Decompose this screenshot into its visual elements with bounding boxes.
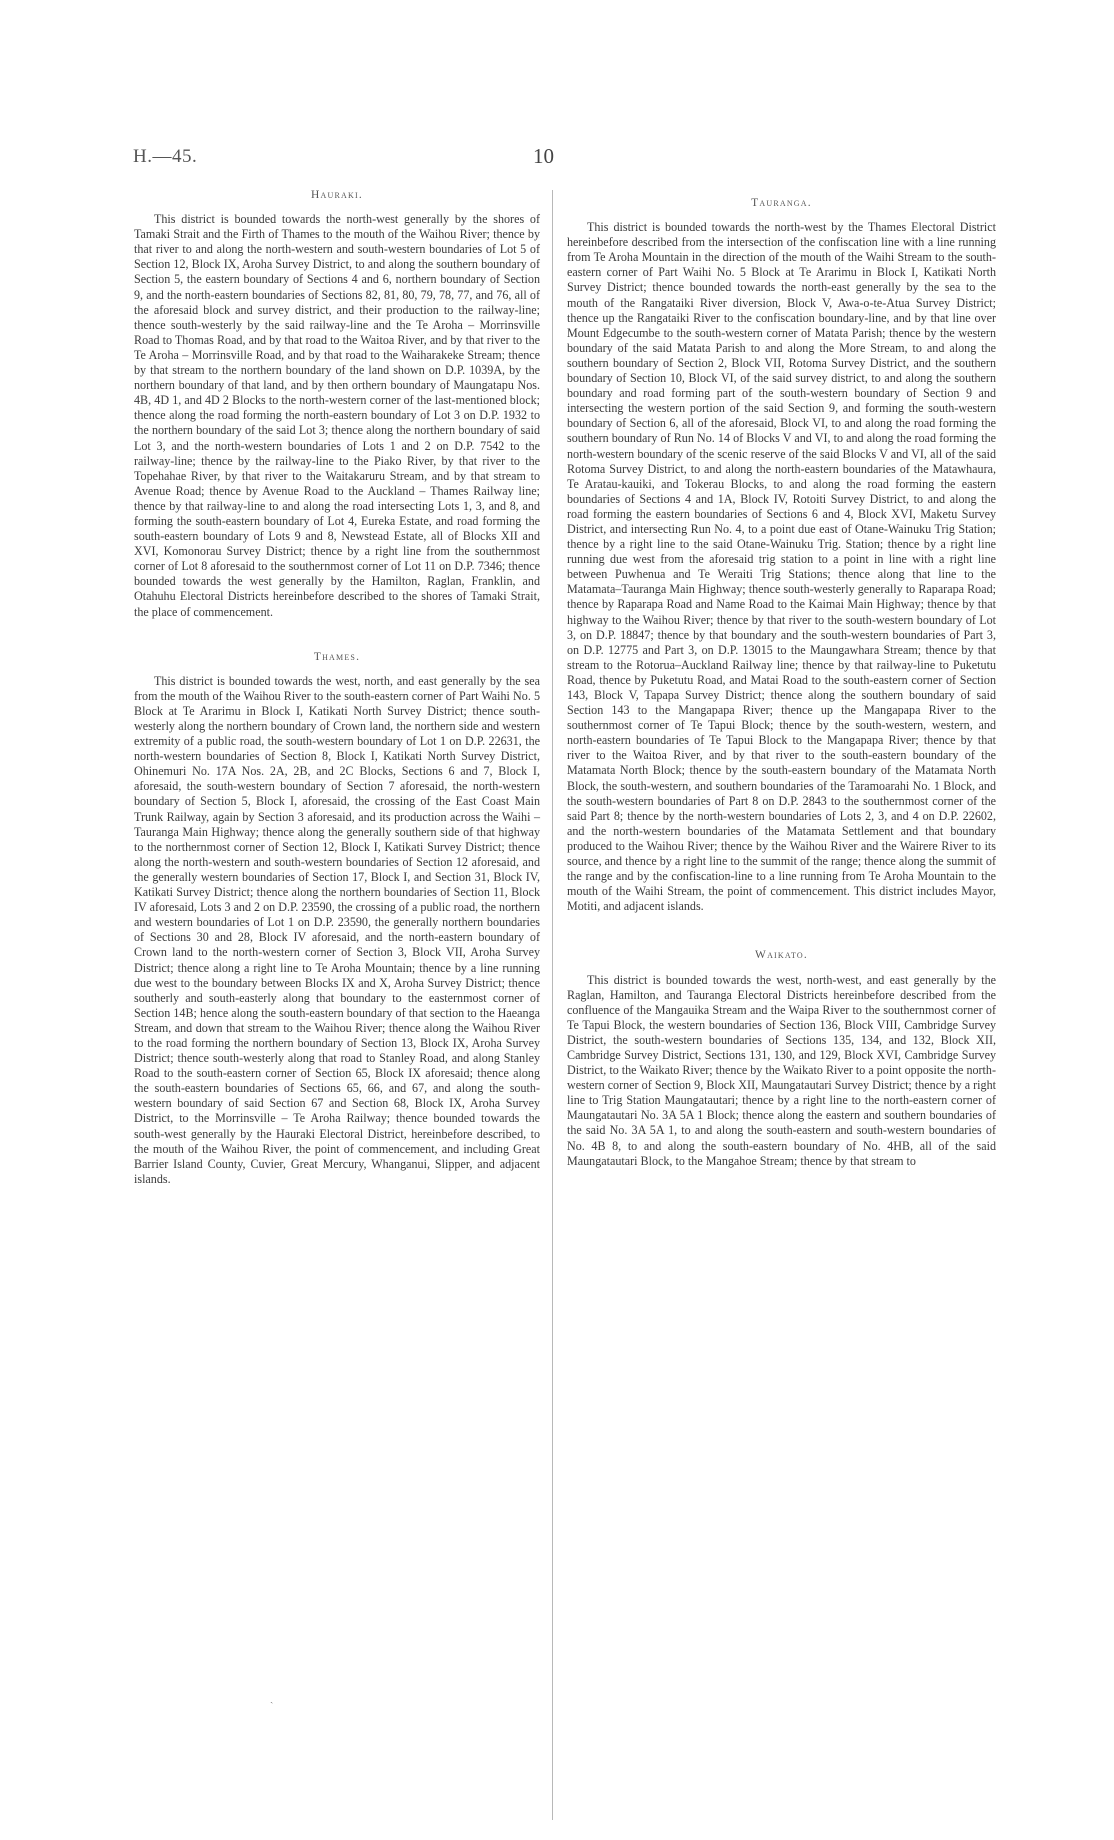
section-spacer xyxy=(134,620,540,650)
section-heading-hauraki: Hauraki. xyxy=(311,189,363,201)
section-heading-tauranga: Tauranga. xyxy=(751,197,812,209)
section-text-waikato: This district is bounded towards the west, north-west, and east generally by the Raglan, Hamilton, and Tauranga Electoral Districts hereinbefore described from the confluence of the Mangauika Stream and the Waipa River to the southernmost corner of Te Tapui Block, the western boundaries of Section 136, Block VIII, Cambridge Survey District, the south-western boundaries of Sections 135, 134, and 132, Block XII, Cambridge Survey District, Sections 131, 130, and 129, Block XVI, Cambridge Survey District, to the Waikato River; thence by the Waikato River to a point opposite the north-western corner of Section 9, Block XII, Maungatautari Survey District; thence by a right line to Trig Station Maungatautari; thence by a right line to the north-eastern corner of Maungatautari No. 3A 5A 1 Block; thence along the eastern and southern boundaries of the said No. 3A 5A 1, to and along the south-eastern and south-western boundaries of No. 4B 8, to and along the south-eastern boundary of No. 4HB, all of the said Maungatautari Block, to the Mangahoe Stream; thence by that stream to xyxy=(567,972,996,1168)
section-hauraki xyxy=(134,188,540,620)
section-thames xyxy=(134,650,540,1187)
print-speck: ˎ xyxy=(270,1693,274,1704)
section-spacer xyxy=(567,914,996,948)
section-heading-thames: Thames. xyxy=(313,650,361,663)
page-reference: H.—45. xyxy=(133,146,198,167)
right-column xyxy=(567,196,996,1169)
section-tauranga xyxy=(567,196,996,914)
section-text-thames: This district is bounded towards the west, north, and east generally by the sea from the mouth of the Waihou River to the south-eastern corner of Part Waihi No. 5 Block at Te Ararimu in Block I, Katikati North Survey District; thence south-westerly along the northern boundary of Crown land, the northern side and western extremity of a public road, the south-western boundary of Lot 1 on D.P. 22631, the north-western boundaries of Section 8, Block I, Katikati North Survey District, Ohinemuri No. 17A Nos. 2A, 2B, and 2C Blocks, Sections 6 and 7, Block I, aforesaid, the south-western boundary of Section 7 aforesaid, the north-western boundary of Section 5, Block I, aforesaid, the crossing of the East Coast Main Trunk Railway, again by Section 3 aforesaid, and its production across the Waihi – Tauranga Main Highway; thence along the generally southern side of that highway to the northernmost corner of Section 12, Block I, Katikati Survey District; thence along the north-western and south-western boundaries of Section 12 aforesaid, and the generally western boundaries of Section 17, Block I, and Section 31, Block IV, Katikati Survey District; thence along the northern boundaries of Section 11, Block IV aforesaid, Lots 3 and 2 on D.P. 23590, the crossing of a public road, the northern and western boundaries of Lot 1 on D.P. 23590, the generally northern boundaries of Sections 30 and 28, Block IV aforesaid, and the north-eastern boundary of Crown land to the north-western corner of Section 3, Block VII, Aroha Survey District; thence along a right line to Te Aroha Mountain; thence by a line running due west to the boundary between Blocks IX and X, Aroha Survey District; thence southerly and south-easterly along that boundary to the easternmost corner of Section 14B; hence along the south-eastern boundary of that section to the Haeanga Stream, and down that stream to the Waihou River; thence along the Waihou River to the road forming the northern boundary of Section 13, Block IX, Aroha Survey District; thence south-westerly along that road to Stanley Road, and along Stanley Road to the south-eastern corner of Section 65, Block IX aforesaid; thence along the south-eastern boundaries of Sections 65, 66, and 67, and along the south-western boundary of said Section 67 and Section 68, Block IX, Aroha Survey District, to the Morrinsville – Te Aroha Railway; thence bounded towards the south-west generally by the Hauraki Electoral District, hereinbefore described, to the mouth of the Waihou River, the point of commencement, and including Great Barrier Island County, Cuvier, Great Mercury, Whanganui, Slipper, and adjacent islands. xyxy=(134,673,540,1186)
section-heading-waikato: Waikato. xyxy=(755,949,808,962)
page-number: 10 xyxy=(533,144,554,168)
section-text-hauraki: This district is bounded towards the north-west generally by the shores of Tamaki Strait and the Firth of Thames to the mouth of the Waihou River; thence by that river to and along the north-western and south-western boundaries of Lot 5 of Section 12, Block IX, Aroha Survey District, to and along the southern boundary of Section 5, the eastern boundary of Sections 4 and 6, northern boundary of Section 9, and the north-eastern boundaries of Sections 82, 81, 80, 79, 78, 77, and 76, all of the aforesaid block and survey district, and their production to the railway-line; thence south-westerly by the said railway-line and the Te Aroha – Morrinsville Road to Thomas Road, and by that road to the Waitoa River, and by that river to the Te Aroha – Morrinsville Road, and by that road to the Waiharakeke Stream; thence by that stream to the northern boundary of the land shown on D.P. 1039A, by the northern boundary of that land, and by then orthern boundary of Maungatapu Nos. 4B, 4D 1, and 4D 2 Blocks to the north-western corner of the last-mentioned block; thence along the road forming the north-eastern boundary of Lot 3 on D.P. 1932 to the northern boundary of the said Lot 3; thence along the northern boundary of said Lot 3, and the north-western boundaries of Lots 1 and 2 on D.P. 7542 to the railway-line; thence by the railway-line to the Piako River, by that river to the Topehahae River, by that river to the Waitakaruru Stream, and by that stream to Avenue Road; thence by Avenue Road to the Auckland – Thames Railway line; thence by that railway-line to and along the road intersecting Lots 1, 3, and 8, and forming the south-eastern boundary of Lot 4, Eureka Estate, and road forming the south-eastern boundary of Lots 9 and 8, Newstead Estate, all of Blocks XII and XVI, Komonorau Survey District; thence by a right line from the southernmost corner of Lot 8 aforesaid to the southernmost corner of Lot 11 on D.P. 7346; thence bounded towards the west generally by the Hamilton, Raglan, Franklin, and Otahuhu Electoral Districts hereinbefore described to the shores of Tamaki Strait, the place of commencement. xyxy=(134,212,540,619)
column-divider xyxy=(552,190,553,1820)
section-waikato xyxy=(567,948,996,1168)
left-column xyxy=(134,188,540,1187)
section-text-tauranga: This district is bounded towards the north-west by the Thames Electoral District hereinbefore described from the intersection of the confiscation line with a line running from Te Aroha Mountain in the direction of the mouth of the Waihi Stream to the south-eastern corner of Part Waihi No. 5 Block at Te Ararimu in Block I, Katikati North Survey District; thence bounded towards the north-east generally by the sea to the mouth of the Rangataiki River diversion, Block V, Awa-o-te-Atua Survey District; thence up the Rangataiki River to the confiscation boundary-line, and by that line over Mount Edgecumbe to the south-western corner of Matata Parish; thence by the western boundary of the said Matata Parish to and along the More Stream, to and along the southern boundary of Section 2, Block VII, Rotoma Survey District, and the southern boundary of Section 10, Block VI, of the said survey district, to and along the southern boundary and road forming part of the south-western boundary of Section 9 and intersecting the western portion of the said Section 9, and forming the south-western boundary of Section 6, all of the aforesaid, Block VI, to and along the road forming the southern boundary of Run No. 14 of Blocks V and VI, to and along the road forming the north-western boundary of the scenic reserve of the said Blocks V and VI, all of the said Rotoma Survey District, to and along the north-eastern boundaries of the Matawhaura, Te Aratau-kauiki, and Tokerau Blocks, to and along the road forming the eastern boundaries of Sections 4 and 1A, Block IV, Rotoiti Survey District, to and along the road forming the eastern boundaries of Sections 6 and 4, Block XVI, Maketu Survey District, and intersecting Run No. 4, to a point due east of Otane-Wainuku Trig Station; thence by a right line to the said Otane-Wainuku Trig. Station; thence by a right line running due west from the aforesaid trig station to a point in line with a right line between Puwhenua and Te Weraiti Trig Stations; thence along that line to the Matamata–Tauranga Main Highway; thence south-westerly generally to Raparapa Road; thence by Raparapa Road and Name Road to the Kaimai Main Highway; thence by that highway to the Waihou River; thence by that river to the south-western boundary of Lot 3, on D.P. 18847; thence by that boundary and the south-western boundaries of Part 3, on D.P. 12775 and Part 3, on D.P. 13015 to the Maungawhara Stream; thence by that stream to the Rotorua–Auckland Railway line; thence by that railway-line to Puketutu Road, thence by Puketutu Road, and Matai Road to the south-eastern corner of Section 143, Block V, Tapapa Survey District; thence along the southern boundary of said Section 143 to the Mangapapa River; thence up the Mangapapa River to the southernmost corner of Te Tapui Block; thence by the south-western, western, and north-eastern boundaries of Te Tapui Block to the Mangapapa River; thence by that river to the Waitoa River, and by that river to the south-eastern boundary of the Matamata North Block; thence by the south-eastern boundary of the Matamata North Block, the south-western, and southern boundaries of the Taramoarahi No. 1 Block, and the south-western boundaries of Part 8 on D.P. 2843 to the southernmost corner of the said Part 8; thence by the north-western boundaries of Lots 2, 3, and 4 on D.P. 22602, and the north-western boundaries of the Matamata Settlement and that boundary produced to the Waihou River; thence by the Waihou River and the Wairere River to its source, and thence by a right line to the summit of the range; thence along the summit of the range and by the confiscation-line to a line running from Te Aroha Mountain to the mouth of the Waihi Stream, the point of commencement. This district includes Mayor, Motiti, and adjacent islands. xyxy=(567,220,996,914)
